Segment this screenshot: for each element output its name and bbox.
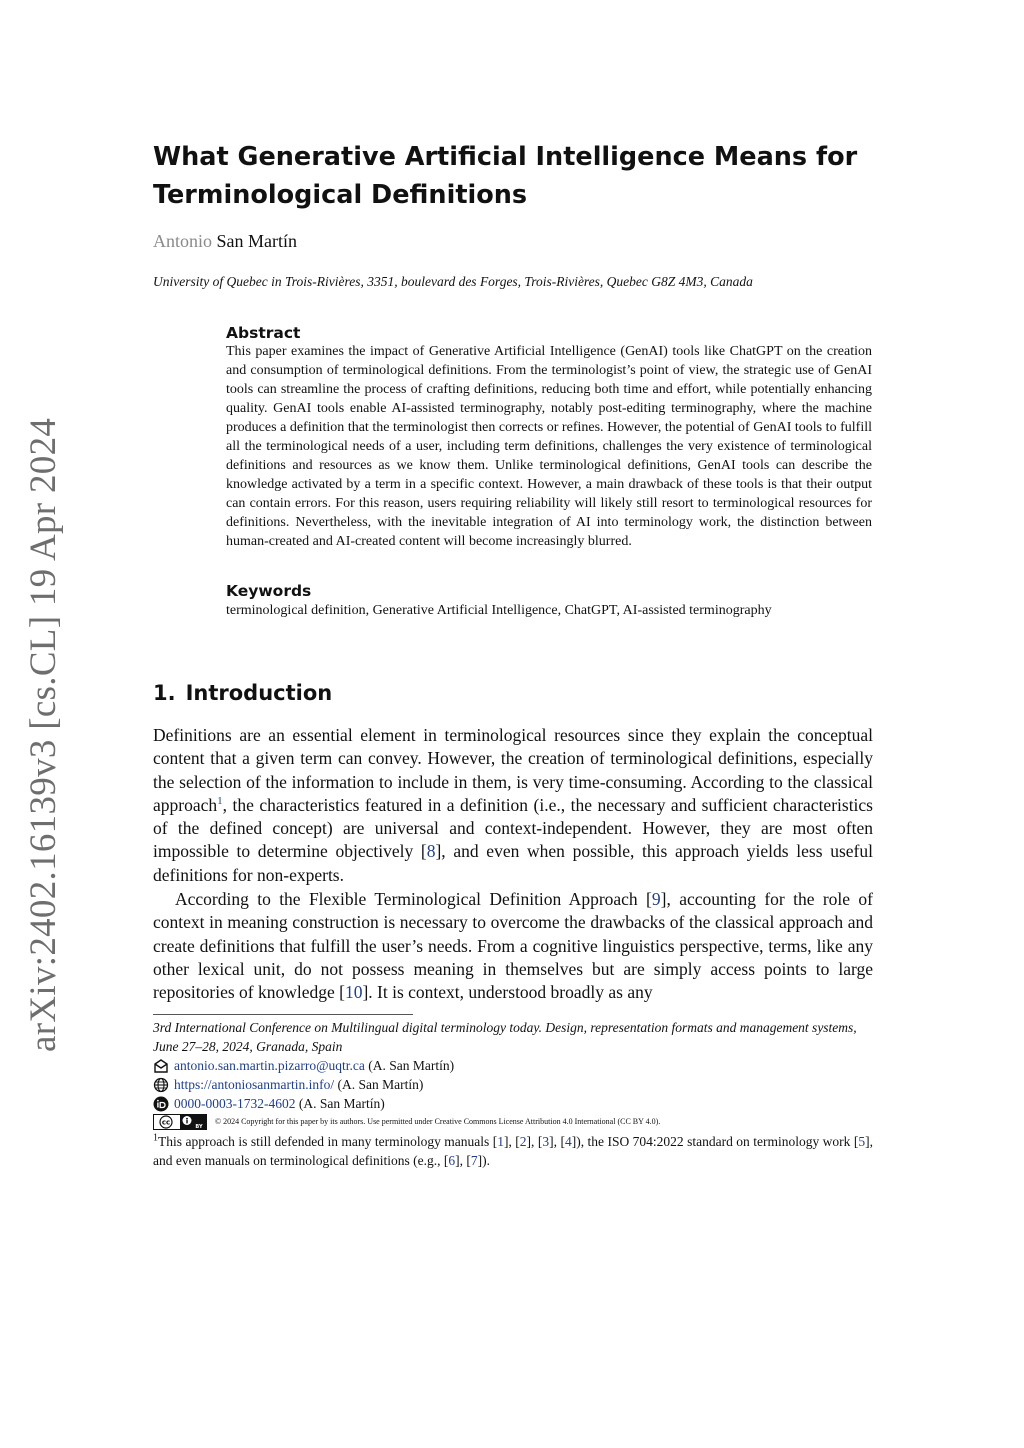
footnote-text-a: This approach is still defended in many terminology manuals [ [158, 1134, 498, 1149]
citation-7[interactable]: 7 [470, 1153, 478, 1168]
citation-1[interactable]: 1 [497, 1134, 504, 1149]
license-row [153, 1114, 660, 1130]
footnote-divider [153, 1014, 413, 1015]
license-text: © 2024 Copyright for this paper by its authors. Use permitted under Creative Commons License Attribution 4.0 International (CC BY 4.0). [215, 1117, 661, 1126]
footnote-1 [153, 1132, 873, 1170]
intro-p1-text-b: , the characteristics featured in a definition (i.e., the necessary and sufficient characteristics of the defined concept) are universal and context-independent. However, they are most often impossible to determine objectively [ [153, 794, 873, 862]
website-owner: (A. San Martín) [337, 1077, 424, 1092]
abstract-body: This paper examines the impact of Generative Artificial Intelligence (GenAI) tools like ChatGPT on the creation and consumption of terminological definitions. From the terminologist’s point of view, the strategic use of GenAI tools can streamline the process of crafting definitions, reducing both time and effort, while potentially enhancing quality. GenAI tools enable AI-assisted terminography, notably post-editing terminography, where the machine produces a definition that the terminologist then corrects or refines. However, the potential of GenAI tools to fulfill all the terminological needs of a user, including term definitions, challenges the very existence of terminological definitions and resources as we know them. Unlike terminological definitions, GenAI tools can describe the knowledge activated by a term in a specific context. However, a main drawback of these tools is that their output can contain errors. For this reason, users requiring reliability will likely still resort to terminological resources for definitions. Nevertheless, with the inevitable integration of AI into terminology work, the distinction between human-created and AI-created content will become increasingly blurred. [226, 344, 872, 549]
intro-paragraph-1 [153, 724, 873, 887]
envelope-icon [153, 1058, 169, 1074]
keywords-heading: Keywords [226, 582, 312, 600]
website-link[interactable]: https://antoniosanmartin.info/ [174, 1077, 335, 1092]
intro-p2-text-a: According to the Flexible Terminological Definition Approach [ [175, 889, 652, 909]
footnote-1-mark: 1 [153, 1132, 158, 1144]
citation-2[interactable]: 2 [519, 1134, 527, 1149]
cc-badge-right-label: BY [195, 1124, 203, 1130]
keywords-body: terminological definition, Generative Artificial Intelligence, ChatGPT, AI-assisted terminography [226, 603, 772, 618]
cc-badge-left-label: cc [161, 1118, 171, 1127]
intro-p2-text-b: ], accounting for the role of context in meaning construction is necessary to overcome the drawbacks of the classical approach and create definitions that fulfill the user’s needs. From a cognitive linguistics perspective, terms, like any other lexical unit, do not possess meaning in themselves but are simply access points to large repositories of knowledge [ [153, 889, 873, 1003]
abstract-heading: Abstract [226, 324, 301, 342]
citation-9[interactable]: 9 [651, 889, 661, 909]
footnote-sep-3: ], [ [549, 1134, 565, 1149]
citation-5[interactable]: 5 [858, 1134, 866, 1149]
footnote-text-b: ]), the ISO 704:2022 standard on terminology work [ [571, 1134, 859, 1149]
citation-4[interactable]: 4 [564, 1134, 572, 1149]
cc-by-license-icon [153, 1114, 207, 1130]
intro-paragraph-2 [153, 888, 873, 1004]
arxiv-margin-stamp: arXiv:2402.16139v3 [cs.CL] 19 Apr 2024 [23, 417, 64, 1052]
footnote-ref-1[interactable]: 1 [217, 795, 223, 808]
affiliation: University of Quebec in Trois-Rivières, 3351, boulevard des Forges, Trois-Rivières, Quebec G8Z 4M3, Canada [153, 274, 753, 289]
contact-email-row [153, 1057, 454, 1075]
globe-icon [153, 1077, 169, 1093]
email-link[interactable]: antonio.san.martin.pizarro@uqtr.ca [174, 1058, 365, 1073]
author-given-name: Antonio [153, 231, 213, 251]
footnote-text-d: ]). [477, 1153, 491, 1168]
footnote-sep-2: ], [ [526, 1134, 543, 1149]
author-line [153, 229, 297, 253]
paper-title: What Generative Artificial Intelligence Means for Terminological Definitions [153, 142, 858, 210]
footnote-text-c: ], and even manuals on terminological definitions (e.g., [ [153, 1134, 873, 1168]
orcid-owner: (A. San Martín) [298, 1096, 385, 1111]
section-number: 1. [153, 681, 176, 705]
citation-8[interactable]: 8 [426, 841, 436, 862]
section-title: Introduction [185, 681, 333, 705]
orcid-link[interactable]: 0000-0003-1732-4602 [174, 1096, 296, 1111]
intro-p1-text-c: ], and even when possible, this approach yields less useful definitions for non-experts. [153, 841, 873, 885]
footnote-sep-1: ], [ [503, 1134, 520, 1149]
citation-3[interactable]: 3 [542, 1134, 550, 1149]
citation-10[interactable]: 10 [344, 982, 363, 1003]
conference-note: 3rd International Conference on Multilingual digital terminology today. Design, representation formats and management systems, June 27–28, 2024, Granada, Spain [153, 1020, 857, 1054]
author-family-name: San Martín [216, 231, 298, 251]
contact-orcid-row [153, 1095, 385, 1113]
intro-p1-text-a: Definitions are an essential element in terminological resources since they explain the conceptual content that a given term can convey. However, the creation of terminological definitions, especially the selection of the information to include in them, is very time-consuming. According to the classical approach [153, 725, 873, 815]
intro-p2-text-c: ]. It is context, understood broadly as any [362, 982, 653, 1003]
email-owner: (A. San Martín) [368, 1058, 455, 1073]
contact-website-row [153, 1076, 423, 1094]
orcid-icon [153, 1096, 169, 1112]
citation-6[interactable]: 6 [448, 1153, 456, 1168]
footnote-sep-6: ], [ [455, 1153, 471, 1168]
section-heading-introduction [153, 678, 332, 708]
